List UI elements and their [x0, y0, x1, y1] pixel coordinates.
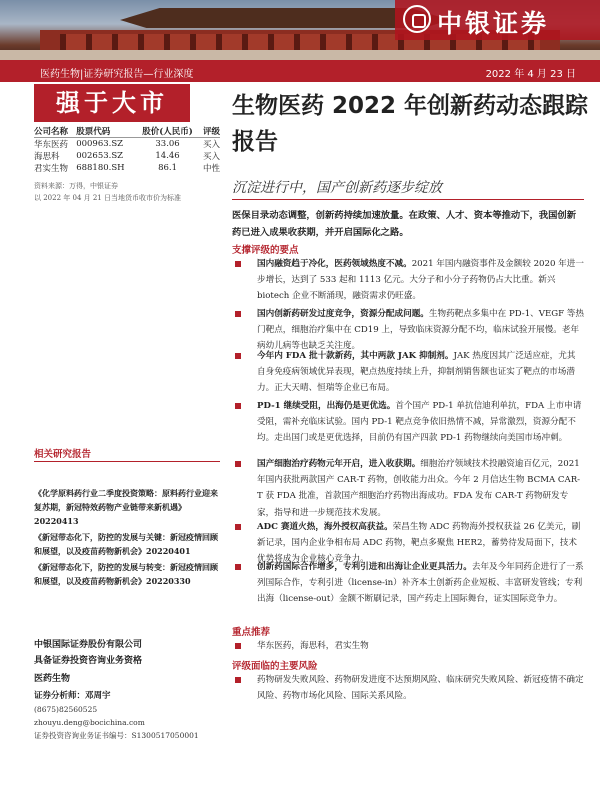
palace-ground	[0, 50, 600, 60]
table-cell: 中性	[202, 164, 220, 174]
source-line: 资料来源：万得，中银证券	[34, 182, 118, 190]
analyst-name: 证券分析师：邓周宇	[34, 691, 111, 701]
table-header-row	[34, 125, 220, 138]
brand-logo	[395, 0, 600, 40]
bullet-text: 细胞治疗领域技术投融资逾百亿元，2021 年国内获批两款国产 CAR-T 药物，创收能力出众。今年 2 月信达生物 BCMA CAR-T 获 FDA 批准，首款国产细胞治疗药物出海成功。FDA 发布 CAR-T 药物研发专家，指导和进一步规范技术发展。	[257, 459, 581, 518]
report-title: 生物医药 2022 年创新药动态跟踪报告	[232, 93, 589, 155]
bullet-heading: 国内创新药研发过度竞争，资源分配成问题。	[257, 309, 429, 319]
table-row	[34, 150, 220, 162]
table-cell: 海思科	[34, 152, 60, 162]
bullet-point	[232, 348, 584, 397]
divider	[34, 461, 220, 462]
related-reports-heading: 相关研究报告	[34, 449, 92, 460]
table-header: 公司名称	[34, 125, 76, 138]
analyst-certificate: 证券投资咨询业务证书编号：S1300517050001	[34, 731, 199, 740]
bullet-square-icon	[235, 261, 241, 267]
table-cell: 君实生物	[34, 164, 69, 174]
bullet-text: 荣昌生物 ADC 药物海外授权获益 26 亿美元，刷新记录，国内企业争相布局 ADC 药物，靶点多聚焦 HER2，蓄势待发局面下，技术优势将成为企业核心竞争力。	[257, 522, 581, 565]
bullet-heading: 国产细胞治疗药物元年开启，进入收获期。	[257, 459, 421, 469]
bullet-square-icon	[235, 524, 241, 530]
bullet-point	[232, 456, 584, 521]
section-heading-support: 支撑评级的要点	[232, 245, 299, 256]
table-cell: 688180.SH	[76, 163, 125, 173]
report-subtitle: 沉淀进行中，国产创新药逐步绽放	[232, 180, 442, 196]
logo-text: 中银证券	[437, 9, 550, 38]
bullet-point	[232, 398, 584, 447]
report-category-bar	[0, 60, 600, 82]
table-row	[34, 138, 220, 151]
bullet-point	[232, 559, 584, 608]
table-header: 股票代码	[76, 125, 136, 138]
analyst-phone: (8675)82560525	[34, 705, 98, 714]
recommended-stocks: 华东医药，海思科，君实生物	[257, 641, 369, 651]
analyst-email[interactable]: zhouyu.deng@bocichina.com	[34, 718, 145, 727]
table-header: 评级	[199, 125, 220, 138]
table-row	[34, 162, 220, 174]
firm-qualification: 具备证券投资咨询业务资格	[34, 656, 143, 666]
bullet-text: JAK 热度因其广泛适应症，尤其自身免疫病领域优异表现，靶点热度持续上升，抑制剂销售额也证实了靶点的市场潜力。正大天晴、恒瑞等企业已布局。	[257, 351, 576, 394]
table-cell: 买入	[202, 140, 220, 150]
table-cell: 14.46	[155, 151, 180, 161]
bank-logo-icon	[403, 5, 431, 33]
table-cell: 33.06	[155, 139, 180, 149]
bullet-point	[232, 638, 584, 654]
sector-label: 医药生物	[34, 674, 71, 684]
source-line: 以 2022 年 04 月 21 日当地货币收市价为标准	[34, 194, 181, 202]
related-report-link[interactable]: 《新冠带态化下，防控的发展与关键：新冠疫情回顾和展望，以及疫苗药物新机会》20220401	[34, 532, 218, 556]
bullet-heading: 国内融资趋于冷化，医药领域热度不减。	[257, 259, 412, 269]
title-divider	[232, 199, 584, 200]
table-header: 股价(人民币)	[136, 125, 199, 138]
bullet-square-icon	[235, 311, 241, 317]
bullet-square-icon	[235, 564, 241, 570]
table-cell: 86.1	[158, 163, 178, 173]
bullet-text: 去年及今年同药企进行了一系列国际合作，专利引进（license-in）补齐本土创新药企业短板、丰富研发管线；专利出海（license-out）金额不断刷记录，国产药走上国际舞台，证实国际竞争力。	[257, 562, 584, 605]
section-heading-risk: 评级面临的主要风险	[232, 661, 318, 672]
stock-table	[34, 125, 220, 174]
firm-info	[34, 637, 220, 669]
lead-paragraph: 医保目录动态调整，创新药持续加速放量。在政策、人才、资本等推动下，我国创新药已进入成果收获期，并开启国际化之路。	[232, 210, 576, 238]
report-date: 2022 年 4 月 23 日	[485, 69, 576, 80]
bullet-heading: 今年内 FDA 批十款新药，其中两款 JAK 抑制剂。	[257, 351, 454, 361]
bullet-text: 首个国产 PD-1 单抗信迪利单抗，FDA 上市申请受阻，需补充临床试验。国内 PD-1 靶点竞争依旧热情不减，异常激烈，资源分配不均。走出国门或是更优选择，目前仍有国产四款 PD-1 药物继续向美国市场冲刺。	[257, 401, 582, 444]
bullet-point	[232, 672, 584, 704]
firm-name: 中银国际证券股份有限公司	[34, 640, 143, 650]
bullet-heading: ADC 赛道火热，海外授权高获益。	[257, 522, 393, 532]
bullet-square-icon	[235, 461, 241, 467]
related-report-link[interactable]: 《新冠带态化下，防控的发展与转变：新冠疫情回顾和展望，以及疫苗药物新机会》20220330	[34, 562, 218, 586]
report-category: 医药生物|证券研究报告—行业深度	[40, 69, 194, 80]
bullet-text: 2021 年国内融资事件及金额较 2020 年进一步增长，达到了 533 起和 1113 亿元。大分子和小分子药物仍占大比重。新兴 biotech 企业不断涌现，融资需求仍旺盛。	[257, 259, 584, 302]
bullet-square-icon	[235, 403, 241, 409]
rating-badge: 强于大市	[34, 84, 190, 122]
bullet-point	[232, 256, 584, 305]
bullet-text: 生物药靶点多集中在 PD-1、VEGF 等热门靶点，细胞治疗集中在 CD19 上，导致临床资源分配不均，临床试验开展慢。老年病幼儿病等也缺乏关注度。	[257, 309, 584, 352]
risk-text: 药物研发失败风险、药物研发进度不达预期风险、临床研究失败风险、新冠疫情不确定风险、药物市场化风险、国际关系风险。	[257, 675, 584, 702]
bullet-square-icon	[235, 353, 241, 359]
bullet-heading: 创新药国际合作增多，专利引进和出海让企业更具活力。	[257, 562, 472, 572]
table-cell: 000963.SZ	[76, 139, 124, 149]
bullet-heading: PD-1 继续受阻，出海仍是更优选。	[257, 401, 396, 411]
table-cell: 买入	[202, 152, 220, 162]
table-cell: 002653.SZ	[76, 151, 124, 161]
table-cell: 华东医药	[34, 140, 69, 150]
related-report-link[interactable]: 《化学原料药行业二季度投资策略：原料药行业迎来复苏期，新冠特效药物产业链带来新机遇》20220413	[34, 488, 218, 526]
bullet-square-icon	[235, 643, 241, 649]
table-source-note	[34, 180, 181, 204]
bullet-square-icon	[235, 677, 241, 683]
section-heading-recommend: 重点推荐	[232, 627, 271, 638]
